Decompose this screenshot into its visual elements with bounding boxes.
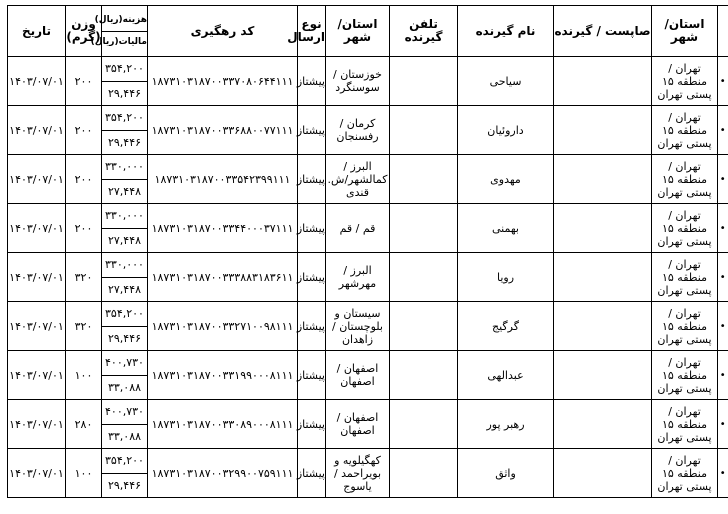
origin-cell: تهران / منطقه ۱۵ پستی تهران xyxy=(652,57,718,106)
cost-cell xyxy=(102,106,148,155)
header-row xyxy=(8,6,728,57)
send-type-cell: پیشتاز xyxy=(298,106,326,155)
cost-cell xyxy=(102,302,148,351)
cost-cell xyxy=(102,204,148,253)
weight-cell: ۲۰۰ xyxy=(66,57,102,106)
tracking-cell: ۱۸۷۳۱۰۳۱۸۷۰۰۳۳۳۸۸۳۱۸۳۶۱۱ xyxy=(148,253,298,302)
destination-cell: البرز / کمالشهر/ش. قندی xyxy=(326,155,390,204)
sender-header: صاپست / گیرنده xyxy=(554,6,652,57)
origin-cell: تهران / منطقه ۱۵ پستی تهران xyxy=(652,155,718,204)
recipient-name-cell: رویا xyxy=(458,253,554,302)
destination-header: استان/ شهر xyxy=(326,6,390,57)
row-marker: • xyxy=(718,302,728,351)
cost-cell xyxy=(102,57,148,106)
destination-cell: اصفهان / اصفهان xyxy=(326,351,390,400)
table-row xyxy=(8,57,728,106)
recipient-phone-cell xyxy=(390,204,458,253)
tax-value: ۳۳,۰۸۸ xyxy=(107,430,142,443)
sender-cell xyxy=(554,204,652,253)
send-type-cell: پیشتاز xyxy=(298,302,326,351)
table-row xyxy=(8,253,728,302)
recipient-name-cell: عبدالهی xyxy=(458,351,554,400)
cost-header xyxy=(90,6,148,57)
tracking-cell: ۱۸۷۳۱۰۳۱۸۷۰۰۳۳۱۹۹۰۰۰۸۱۱۱ xyxy=(148,351,298,400)
sender-cell xyxy=(554,57,652,106)
send-type-cell: پیشتاز xyxy=(298,449,326,498)
send-type-cell: پیشتاز xyxy=(298,253,326,302)
weight-header: وزن (گرم) xyxy=(66,6,102,57)
tax-value: ۲۹,۴۴۶ xyxy=(107,332,142,345)
weight-cell: ۳۲۰ xyxy=(66,302,102,351)
origin-cell: تهران / منطقه ۱۵ پستی تهران xyxy=(652,253,718,302)
tracking-header: کد رهگیری xyxy=(148,6,298,57)
row-marker-header xyxy=(718,6,728,57)
recipient-name-cell: مهدوی xyxy=(458,155,554,204)
cost-value: ۳۵۴,۲۰۰ xyxy=(102,57,147,82)
cost-cell xyxy=(102,155,148,204)
row-marker: • xyxy=(718,57,728,106)
cost-header-top: هزینه(ریال) xyxy=(102,14,147,32)
cost-value: ۳۳۰,۰۰۰ xyxy=(102,204,147,229)
weight-cell: ۳۲۰ xyxy=(66,253,102,302)
row-marker: • xyxy=(718,351,728,400)
recipient-phone-cell xyxy=(390,253,458,302)
tracking-cell: ۱۸۷۳۱۰۳۱۸۷۰۰۳۲۹۹۰۰۷۵۹۱۱۱ xyxy=(148,449,298,498)
origin-cell: تهران / منطقه ۱۵ پستی تهران xyxy=(652,400,718,449)
shipments-table xyxy=(7,5,728,498)
cost-cell xyxy=(102,253,148,302)
date-cell: ۱۴۰۳/۰۷/۰۱ xyxy=(8,106,66,155)
row-marker: • xyxy=(718,204,728,253)
recipient-name-cell: گرگیج xyxy=(458,302,554,351)
tracking-cell: ۱۸۷۳۱۰۳۱۸۷۰۰۳۳۰۸۹۰۰۰۸۱۱۱ xyxy=(148,400,298,449)
origin-cell: تهران / منطقه ۱۵ پستی تهران xyxy=(652,351,718,400)
weight-cell: ۲۰۰ xyxy=(66,204,102,253)
table-row xyxy=(8,351,728,400)
table-row xyxy=(8,400,728,449)
tax-value: ۲۹,۴۴۶ xyxy=(107,479,142,492)
table-row xyxy=(8,302,728,351)
send-type-cell: پیشتاز xyxy=(298,155,326,204)
sender-cell xyxy=(554,449,652,498)
cost-value: ۳۳۰,۰۰۰ xyxy=(102,253,147,278)
origin-cell: تهران / منطقه ۱۵ پستی تهران xyxy=(652,106,718,155)
recipient-phone-cell xyxy=(390,449,458,498)
origin-cell: تهران / منطقه ۱۵ پستی تهران xyxy=(652,449,718,498)
send-type-cell: پیشتاز xyxy=(298,351,326,400)
tax-header: مالیات(ریال) xyxy=(90,36,147,47)
recipient-phone-cell xyxy=(390,57,458,106)
tracking-cell: ۱۸۷۳۱۰۳۱۸۷۰۰۳۳۷۰۸۰۶۴۴۱۱۱ xyxy=(148,57,298,106)
send-type-header: نوع ارسال xyxy=(298,6,326,57)
tracking-cell: ۱۸۷۳۱۰۳۱۸۷۰۰۳۳۲۷۱۰۰۹۸۱۱۱ xyxy=(148,302,298,351)
row-marker: • xyxy=(718,155,728,204)
date-cell: ۱۴۰۳/۰۷/۰۱ xyxy=(8,302,66,351)
send-type-cell: پیشتاز xyxy=(298,400,326,449)
origin-header: استان/ شهر xyxy=(652,6,718,57)
tax-value: ۲۷,۴۴۸ xyxy=(107,283,142,296)
recipient-phone-cell xyxy=(390,302,458,351)
origin-cell: تهران / منطقه ۱۵ پستی تهران xyxy=(652,302,718,351)
row-marker: • xyxy=(718,400,728,449)
date-cell: ۱۴۰۳/۰۷/۰۱ xyxy=(8,351,66,400)
destination-cell: البرز / مهرشهر xyxy=(326,253,390,302)
recipient-phone-cell xyxy=(390,106,458,155)
recipient-phone-cell xyxy=(390,155,458,204)
cost-value: ۴۰۰,۷۳۰ xyxy=(102,351,147,376)
cost-value: ۳۵۴,۲۰۰ xyxy=(102,449,147,474)
sender-cell xyxy=(554,106,652,155)
row-marker: • xyxy=(718,253,728,302)
cost-value: ۴۰۰,۷۳۰ xyxy=(102,400,147,425)
tracking-cell: ۱۸۷۳۱۰۳۱۸۷۰۰۳۳۴۴۰۰۰۳۷۱۱۱ xyxy=(148,204,298,253)
sender-cell xyxy=(554,302,652,351)
origin-cell: تهران / منطقه ۱۵ پستی تهران xyxy=(652,204,718,253)
table-row xyxy=(8,449,728,498)
weight-cell: ۱۰۰ xyxy=(66,351,102,400)
sender-cell xyxy=(554,253,652,302)
recipient-name-cell: بهمنی xyxy=(458,204,554,253)
recipient-name-cell: رهبر پور xyxy=(458,400,554,449)
cost-value: ۳۵۴,۲۰۰ xyxy=(102,106,147,131)
date-cell: ۱۴۰۳/۰۷/۰۱ xyxy=(8,204,66,253)
sender-cell xyxy=(554,400,652,449)
table-row xyxy=(8,106,728,155)
recipient-phone-header: تلفن گیرنده xyxy=(390,6,458,57)
date-cell: ۱۴۰۳/۰۷/۰۱ xyxy=(8,253,66,302)
destination-cell: خوزستان / سوسنگرد xyxy=(326,57,390,106)
date-cell: ۱۴۰۳/۰۷/۰۱ xyxy=(8,400,66,449)
weight-cell: ۱۰۰ xyxy=(66,449,102,498)
date-header: تاریخ xyxy=(8,6,66,57)
date-cell: ۱۴۰۳/۰۷/۰۱ xyxy=(8,155,66,204)
sender-cell xyxy=(554,351,652,400)
recipient-name-cell: داروئیان xyxy=(458,106,554,155)
table-row xyxy=(8,155,728,204)
destination-cell: کهگیلویه و بویراحمد / یاسوج xyxy=(326,449,390,498)
row-marker: • xyxy=(718,449,728,498)
tax-value: ۲۷,۴۴۸ xyxy=(107,234,142,247)
date-cell: ۱۴۰۳/۰۷/۰۱ xyxy=(8,57,66,106)
row-marker: • xyxy=(718,106,728,155)
weight-cell: ۲۰۰ xyxy=(66,155,102,204)
cost-value: ۳۳۰,۰۰۰ xyxy=(102,155,147,180)
recipient-name-cell: سیاحی xyxy=(458,57,554,106)
tax-value: ۳۳,۰۸۸ xyxy=(107,381,142,394)
cost-cell xyxy=(102,400,148,449)
recipient-phone-cell xyxy=(390,351,458,400)
send-type-cell: پیشتاز xyxy=(298,57,326,106)
destination-cell: اصفهان / اصفهان xyxy=(326,400,390,449)
send-type-cell: پیشتاز xyxy=(298,204,326,253)
cost-value: ۳۵۴,۲۰۰ xyxy=(102,302,147,327)
destination-cell: کرمان / رفسنجان xyxy=(326,106,390,155)
tax-value: ۲۹,۴۴۶ xyxy=(107,87,142,100)
tax-value: ۲۷,۴۴۸ xyxy=(107,185,142,198)
weight-cell: ۲۰۰ xyxy=(66,106,102,155)
table-row xyxy=(8,204,728,253)
destination-cell: قم / قم xyxy=(326,204,390,253)
cost-cell xyxy=(102,351,148,400)
tracking-cell: ۱۸۷۳۱۰۳۱۸۷۰۰۳۳۶۸۸۰۰۷۷۱۱۱ xyxy=(148,106,298,155)
tax-value: ۲۹,۴۴۶ xyxy=(107,136,142,149)
weight-cell: ۲۸۰ xyxy=(66,400,102,449)
destination-cell: سیستان و بلوچستان / زاهدان xyxy=(326,302,390,351)
tracking-cell: ۱۸۷۳۱۰۳۱۸۷۰۰۳۳۵۴۲۳۹۹۱۱۱ xyxy=(148,155,298,204)
recipient-name-header: نام گیرنده xyxy=(458,6,554,57)
recipient-phone-cell xyxy=(390,400,458,449)
cost-cell xyxy=(102,449,148,498)
date-cell: ۱۴۰۳/۰۷/۰۱ xyxy=(8,449,66,498)
recipient-name-cell: واثق xyxy=(458,449,554,498)
sender-cell xyxy=(554,155,652,204)
